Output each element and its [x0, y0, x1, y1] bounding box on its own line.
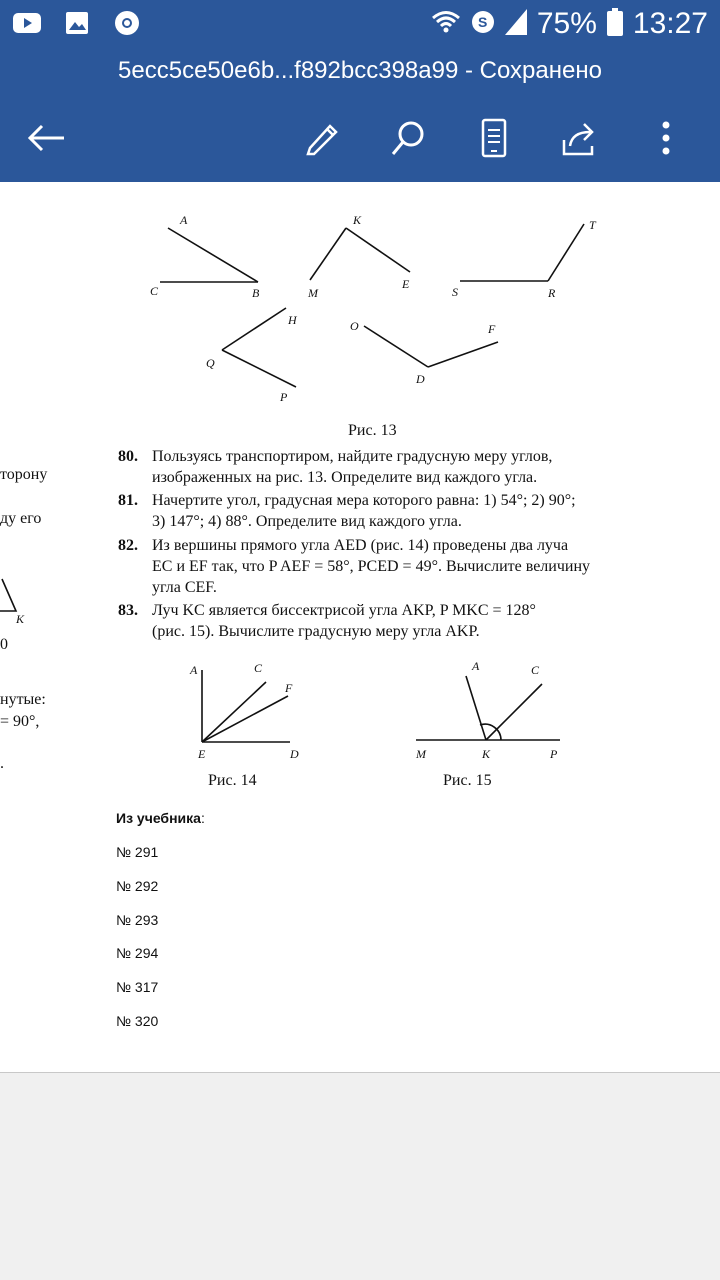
- problem-number: 81.: [118, 492, 138, 509]
- label: M: [416, 747, 426, 761]
- label: C: [531, 663, 540, 677]
- edge-fragment: ду его: [0, 510, 42, 527]
- label: O: [350, 319, 359, 333]
- label: F: [488, 322, 496, 336]
- mobile-view-icon[interactable]: [468, 112, 520, 164]
- label: H: [288, 313, 297, 327]
- list-item: № 291: [116, 844, 159, 860]
- edge-fragment: .: [0, 755, 4, 772]
- edge-fragment: 0: [0, 636, 8, 653]
- gallery-icon: [62, 8, 92, 38]
- edge-fragment: нутые:: [0, 691, 46, 708]
- problem-line: Луч KC является биссектрисой угла AKP, P MKC = 128°: [152, 602, 536, 619]
- wifi-icon: [431, 9, 461, 40]
- document-page[interactable]: [0, 182, 720, 1073]
- problem-line: изображенных на рис. 13. Определите вид каждого угла.: [152, 469, 538, 486]
- youtube-icon: [12, 8, 42, 38]
- chrome-icon: [112, 8, 142, 38]
- problem-line: Начертите угол, градусная мера которого равна: 1) 54°; 2) 90°;: [152, 492, 576, 509]
- label: C: [254, 661, 263, 675]
- problem-line: Пользуясь транспортиром, найдите градусную меру углов,: [152, 448, 553, 465]
- back-arrow-icon[interactable]: [20, 112, 72, 164]
- list-item: № 294: [116, 945, 159, 961]
- textbook-heading: Из учебника:: [116, 810, 205, 826]
- problem-number: 80.: [118, 448, 138, 465]
- list-item: № 292: [116, 878, 159, 894]
- figure-15-caption: Рис. 15: [443, 772, 492, 789]
- list-item: № 317: [116, 979, 159, 995]
- signal-icon: [505, 9, 527, 40]
- label: F: [285, 681, 293, 695]
- figure-14-caption: Рис. 14: [208, 772, 257, 789]
- document-title: 5ecc5ce50e6b...f892bcc398a99 - Сохранено: [0, 48, 720, 94]
- problem-line: EC и EF так, что P AEF = 58°, PCED = 49°. Вычислите величину: [152, 558, 591, 575]
- battery-icon: [607, 8, 623, 41]
- search-icon[interactable]: [382, 112, 434, 164]
- problem-81: [118, 490, 638, 532]
- label: S: [452, 285, 458, 299]
- edge-fragment: торону: [0, 466, 48, 483]
- figure-13-caption: Рис. 13: [348, 422, 397, 439]
- label: P: [280, 390, 288, 404]
- edge-fragment: = 90°,: [0, 713, 40, 730]
- toolbar: [0, 94, 720, 182]
- problem-number: 83.: [118, 602, 138, 619]
- problem-80: [118, 446, 638, 488]
- problem-line: угла CEF.: [152, 579, 217, 596]
- label: A: [180, 213, 188, 227]
- label: P: [550, 747, 558, 761]
- label: K: [353, 213, 362, 227]
- problem-line: (рис. 15). Вычислите градусную меру угла AKP.: [152, 623, 480, 640]
- clock: 13:27: [632, 7, 708, 40]
- figures-14-15: [0, 652, 720, 762]
- sync-icon: [471, 10, 495, 39]
- figure-13: [0, 182, 720, 412]
- label: E: [198, 747, 206, 761]
- label: A: [190, 663, 198, 677]
- svg-text:S: S: [477, 13, 488, 30]
- label: T: [589, 218, 596, 232]
- problem-line: 3) 147°; 4) 88°. Определите вид каждого угла.: [152, 513, 462, 530]
- label: E: [402, 277, 410, 291]
- status-bar: [0, 0, 720, 48]
- label: K: [482, 747, 491, 761]
- label: D: [290, 747, 299, 761]
- problem-line: Из вершины прямого угла AED (рис. 14) проведены два луча: [152, 537, 569, 554]
- edge-triangle-fragment: [0, 567, 30, 617]
- label: A: [472, 659, 480, 673]
- more-icon[interactable]: [640, 112, 692, 164]
- label: C: [150, 284, 159, 298]
- label: Q: [206, 356, 215, 370]
- list-item: № 293: [116, 912, 159, 928]
- battery-percent: 75%: [536, 7, 597, 40]
- label: M: [308, 286, 318, 300]
- problem-number: 82.: [118, 537, 138, 554]
- pencil-icon[interactable]: [296, 112, 348, 164]
- problem-82: [118, 535, 638, 598]
- problem-83: [118, 600, 638, 642]
- label: R: [548, 286, 556, 300]
- list-item: № 320: [116, 1013, 159, 1029]
- edge-fragment: K: [16, 612, 25, 626]
- share-icon[interactable]: [554, 112, 606, 164]
- label: B: [252, 286, 260, 300]
- label: D: [416, 372, 425, 386]
